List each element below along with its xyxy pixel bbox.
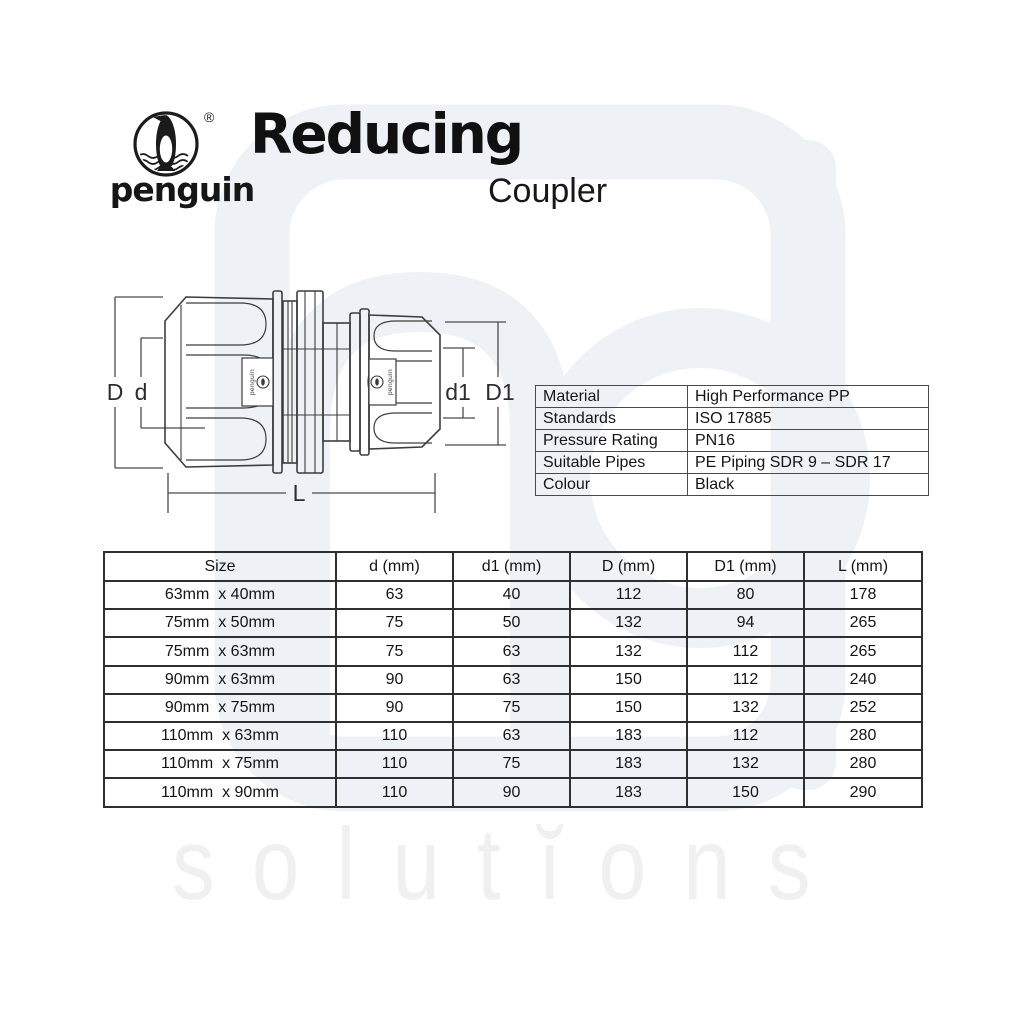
dim-cell: 112 — [687, 637, 804, 665]
spec-label-cell: Colour — [536, 474, 688, 496]
dimensions-table — [103, 551, 923, 808]
dim-cell: 240 — [804, 666, 922, 694]
solutions-watermark-text: solutĭons — [172, 807, 848, 921]
dim-cell: 112 — [687, 722, 804, 750]
spec-table — [535, 385, 929, 496]
dim-cell: 132 — [687, 694, 804, 722]
dim-label-d1: d1 — [445, 379, 471, 405]
dim-label-D1: D1 — [485, 379, 515, 405]
brand-logo — [109, 104, 255, 224]
table-row — [104, 694, 922, 722]
dim-label-d: d — [134, 379, 148, 405]
coupler-diagram — [92, 285, 532, 520]
spec-value-cell: Black — [688, 474, 929, 496]
dim-header-cell: L (mm) — [804, 552, 922, 581]
dim-cell: 63mm x 40mm — [104, 581, 336, 609]
table-row — [536, 408, 929, 430]
brand-wordmark: penguin — [109, 170, 255, 209]
dim-header-cell: Size — [104, 552, 336, 581]
dim-cell: 132 — [570, 609, 687, 637]
dim-cell: 183 — [570, 778, 687, 806]
dim-cell: 75 — [453, 694, 570, 722]
dimension-lines — [115, 297, 506, 513]
dim-cell: 183 — [570, 722, 687, 750]
page-subtitle: Coupler — [488, 172, 608, 210]
dim-cell: 150 — [570, 666, 687, 694]
dim-label-L: L — [292, 480, 306, 506]
table-row — [536, 430, 929, 452]
dim-cell: 75 — [336, 637, 453, 665]
registered-trademark-mark: ® — [204, 109, 215, 125]
dim-cell: 75 — [336, 609, 453, 637]
table-header-row — [104, 552, 922, 581]
table-row — [104, 750, 922, 778]
dim-cell: 110 — [336, 778, 453, 806]
spec-label-cell: Suitable Pipes — [536, 452, 688, 474]
spec-label-cell: Pressure Rating — [536, 430, 688, 452]
spec-value-cell: High Performance PP — [688, 386, 929, 408]
dim-cell: 110mm x 63mm — [104, 722, 336, 750]
cap-brand-text: penguin — [387, 369, 394, 395]
page-title: Reducing — [250, 102, 523, 166]
spec-value-cell: PE Piping SDR 9 – SDR 17 — [688, 452, 929, 474]
dim-cell: 150 — [687, 778, 804, 806]
coupler-body — [165, 291, 440, 473]
dim-cell: 280 — [804, 722, 922, 750]
dim-cell: 63 — [336, 581, 453, 609]
dim-cell: 178 — [804, 581, 922, 609]
dim-cell: 112 — [570, 581, 687, 609]
dim-cell: 110mm x 90mm — [104, 778, 336, 806]
dim-cell: 110 — [336, 750, 453, 778]
dim-cell: 80 — [687, 581, 804, 609]
dim-cell: 252 — [804, 694, 922, 722]
dim-cell: 150 — [570, 694, 687, 722]
table-row — [104, 637, 922, 665]
dim-cell: 110 — [336, 722, 453, 750]
dim-cell: 110mm x 75mm — [104, 750, 336, 778]
dim-cell: 40 — [453, 581, 570, 609]
dim-header-cell: D (mm) — [570, 552, 687, 581]
dim-cell: 90mm x 63mm — [104, 666, 336, 694]
dim-label-D: D — [106, 379, 124, 405]
dim-cell: 265 — [804, 609, 922, 637]
dim-cell: 90 — [336, 694, 453, 722]
dim-cell: 63 — [453, 637, 570, 665]
dim-cell: 265 — [804, 637, 922, 665]
dim-header-cell: d (mm) — [336, 552, 453, 581]
dim-cell: 63 — [453, 666, 570, 694]
cap-brand-text: penguin — [249, 369, 256, 395]
dim-cell: 90 — [453, 778, 570, 806]
dim-cell: 50 — [453, 609, 570, 637]
table-row — [104, 609, 922, 637]
dim-cell: 112 — [687, 666, 804, 694]
dim-cell: 90 — [336, 666, 453, 694]
spec-label-cell: Standards — [536, 408, 688, 430]
table-row — [536, 386, 929, 408]
table-row — [104, 666, 922, 694]
dim-cell: 290 — [804, 778, 922, 806]
dim-cell: 75mm x 63mm — [104, 637, 336, 665]
spec-value-cell: ISO 17885 — [688, 408, 929, 430]
dim-cell: 75mm x 50mm — [104, 609, 336, 637]
dim-header-cell: d1 (mm) — [453, 552, 570, 581]
dim-cell: 75 — [453, 750, 570, 778]
dim-cell: 90mm x 75mm — [104, 694, 336, 722]
table-row — [104, 581, 922, 609]
dim-cell: 94 — [687, 609, 804, 637]
dim-cell: 280 — [804, 750, 922, 778]
spec-label-cell: Material — [536, 386, 688, 408]
dim-cell: 183 — [570, 750, 687, 778]
dim-cell: 132 — [687, 750, 804, 778]
table-row — [104, 722, 922, 750]
dim-cell: 132 — [570, 637, 687, 665]
table-row — [104, 778, 922, 806]
cap-branding-left — [242, 358, 273, 406]
table-row — [536, 474, 929, 496]
dim-header-cell: D1 (mm) — [687, 552, 804, 581]
cap-branding-right — [369, 359, 396, 405]
dim-cell: 63 — [453, 722, 570, 750]
spec-value-cell: PN16 — [688, 430, 929, 452]
table-row — [536, 452, 929, 474]
